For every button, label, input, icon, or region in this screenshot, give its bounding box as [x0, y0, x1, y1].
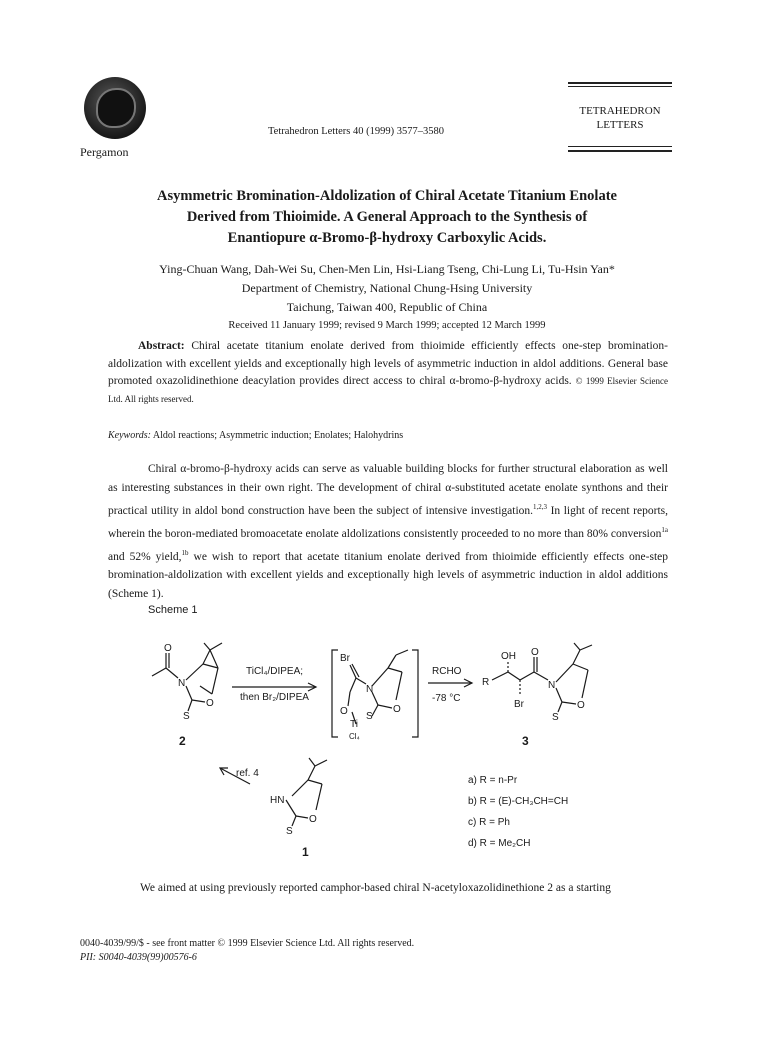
intro-text-d: we wish to report that acetate titanium enolate derived from thioimide efficiently effects one-step bromination-aldolization with excellent yields and exceptionally high levels of asymmetric induction in aldol additions (Scheme 1).	[108, 550, 668, 601]
bond	[388, 668, 402, 672]
atom-label: O	[577, 700, 585, 711]
bracket-left	[332, 650, 338, 737]
bond	[308, 766, 315, 780]
atom-label: Br	[340, 653, 350, 664]
compound-number: 1	[302, 845, 309, 859]
bond	[348, 692, 350, 706]
bond	[152, 668, 166, 676]
abstract-copyright: © 1999 Elsevier Science Ltd. All rights reserved.	[108, 376, 668, 404]
bond	[556, 688, 562, 702]
footer-copyright: 0040-4039/99/$ - see front matter © 1999 Elsevier Science Ltd. All rights reserved.	[80, 938, 415, 949]
atom-label: O	[393, 704, 401, 715]
bond	[520, 672, 534, 680]
bond	[582, 670, 588, 698]
bracket-right	[412, 650, 418, 737]
journal-citation: Tetrahedron Letters 40 (1999) 3577–3580	[268, 126, 444, 137]
bond	[372, 705, 378, 716]
journal-name-line2: LETTERS	[596, 119, 644, 131]
reagent-label: TiCl₄/DIPEA;	[246, 666, 304, 677]
substituent-option: c) R = Ph	[468, 817, 510, 828]
atom-label: O	[309, 814, 317, 825]
bond	[292, 780, 308, 796]
affiliation-city: Taichung, Taiwan 400, Republic of China	[286, 300, 488, 314]
bond	[573, 650, 580, 664]
bond	[204, 643, 210, 650]
atom-label: N	[178, 678, 186, 689]
bond	[492, 672, 508, 680]
body-paragraph: We aimed at using previously reported camphor-based chiral N-acetyloxazolidinethione 2 as a starting	[140, 882, 611, 894]
publisher-name: Pergamon	[80, 145, 129, 159]
bond	[166, 668, 178, 678]
atom-label: N	[366, 684, 374, 695]
keywords-label: Keywords:	[108, 430, 151, 441]
keywords-text: Aldol reactions; Asymmetric induction; Enolates; Halohydrins	[150, 430, 404, 441]
bond	[388, 655, 396, 668]
bond	[309, 758, 315, 766]
citation-ref: 1b	[181, 548, 189, 557]
bond	[186, 664, 203, 680]
bond	[286, 800, 296, 816]
bond	[292, 816, 296, 826]
atom-label: O	[206, 698, 214, 709]
title-line-1: Asymmetric Bromination-Aldolization of Chiral Acetate Titanium Enolate	[157, 188, 617, 204]
received-dates: Received 11 January 1999; revised 9 March 1999; accepted 12 March 1999	[228, 320, 546, 331]
atom-label: O	[164, 643, 172, 654]
bond	[296, 816, 308, 818]
bond	[315, 760, 327, 766]
citation-ref: 1a	[661, 525, 668, 534]
bond	[573, 664, 588, 670]
footer-pii: PII: S0040-4039(99)00576-6	[80, 952, 197, 963]
bond	[378, 705, 392, 708]
bond	[200, 686, 212, 694]
bond	[396, 672, 402, 700]
intro-text-a: Chiral α-bromo-β-hydroxy acids can serve as valuable building blocks for further structural elaboration as well as interesting substances in their own right. The development of chiral α-substituted acetate enolate synthons and their practical utility in aldol bond construction have been the subject of intensive investigation.	[108, 463, 668, 517]
bond	[558, 702, 562, 712]
bond	[396, 650, 408, 655]
atom-label: S	[286, 826, 293, 837]
atom-label: OH	[501, 651, 516, 662]
author-list: Ying-Chuan Wang, Dah-Wei Su, Chen-Men Lin, Hsi-Liang Tseng, Chi-Lung Li, Tu-Hsin Yan*	[159, 262, 615, 276]
bond	[203, 650, 210, 664]
bond	[210, 650, 218, 668]
abstract-text: Chiral acetate titanium enolate derived from thioimide efficiently effects one-step bromination-aldolization with excellent yields and exceptionally high levels of asymmetric induction in aldol additions. General base promoted oxazolidinethione deacylation provides direct access to chiral α-bromo-β-hydroxy acids.	[108, 340, 668, 387]
atom-label: HN	[270, 795, 285, 806]
atom-label: S	[183, 711, 190, 722]
bond	[188, 700, 192, 711]
footer	[80, 937, 414, 965]
scheme-label: Scheme 1	[148, 604, 198, 616]
reagent-label: RCHO	[432, 666, 462, 677]
bond	[203, 664, 218, 668]
bond	[186, 686, 192, 700]
bond	[534, 672, 548, 680]
bond	[580, 645, 592, 650]
bond	[316, 784, 322, 810]
compound-number: 3	[522, 734, 529, 748]
intro-text-c: and 52% yield,	[108, 550, 182, 563]
bond	[308, 780, 322, 784]
atom-label: O	[340, 706, 348, 717]
bond	[350, 678, 356, 692]
atom-label: S	[366, 711, 373, 722]
ref-label: ref. 4	[236, 768, 259, 779]
title-line-3: Enantiopure α-Bromo-β-hydroxy Carboxylic Acids.	[227, 230, 547, 246]
title-line-2: Derived from Thioimide. A General Approach to the Synthesis of	[186, 209, 588, 225]
substituent-option: a) R = n-Pr	[468, 775, 518, 786]
substituent-option: b) R = (E)-CH₃CH=CH	[468, 796, 569, 807]
atom-label: Br	[514, 699, 524, 710]
atom-label: O	[531, 647, 539, 658]
bond	[556, 664, 573, 682]
bond	[562, 702, 576, 704]
substituent-option: d) R = Me₂CH	[468, 838, 531, 849]
atom-label: Cl₄	[349, 732, 360, 741]
bond	[508, 672, 520, 680]
compound-number: 2	[179, 734, 186, 748]
atom-label: Ti	[350, 719, 358, 730]
bond	[192, 700, 205, 702]
reagent-label: then Br₂/DIPEA	[240, 692, 309, 703]
abstract-label: Abstract:	[138, 340, 185, 352]
journal-name-line1: TETRAHEDRON	[579, 105, 661, 117]
atom-label: S	[552, 712, 559, 723]
bond	[574, 643, 580, 650]
bond	[212, 668, 218, 694]
atom-label: N	[548, 680, 556, 691]
bond	[210, 643, 222, 650]
bond	[356, 678, 366, 684]
intro-text-b: In light of recent reports, wherein the boron-mediated bromoacetate enolate aldolizations consistently proceeded to no more than 80% conversion	[108, 504, 668, 540]
reagent-label: -78 °C	[432, 693, 461, 704]
atom-label: R	[482, 677, 490, 688]
citation-ref: 1,2,3	[533, 503, 548, 511]
affiliation-department: Department of Chemistry, National Chung-Hsing University	[241, 281, 533, 295]
bond	[372, 668, 388, 686]
